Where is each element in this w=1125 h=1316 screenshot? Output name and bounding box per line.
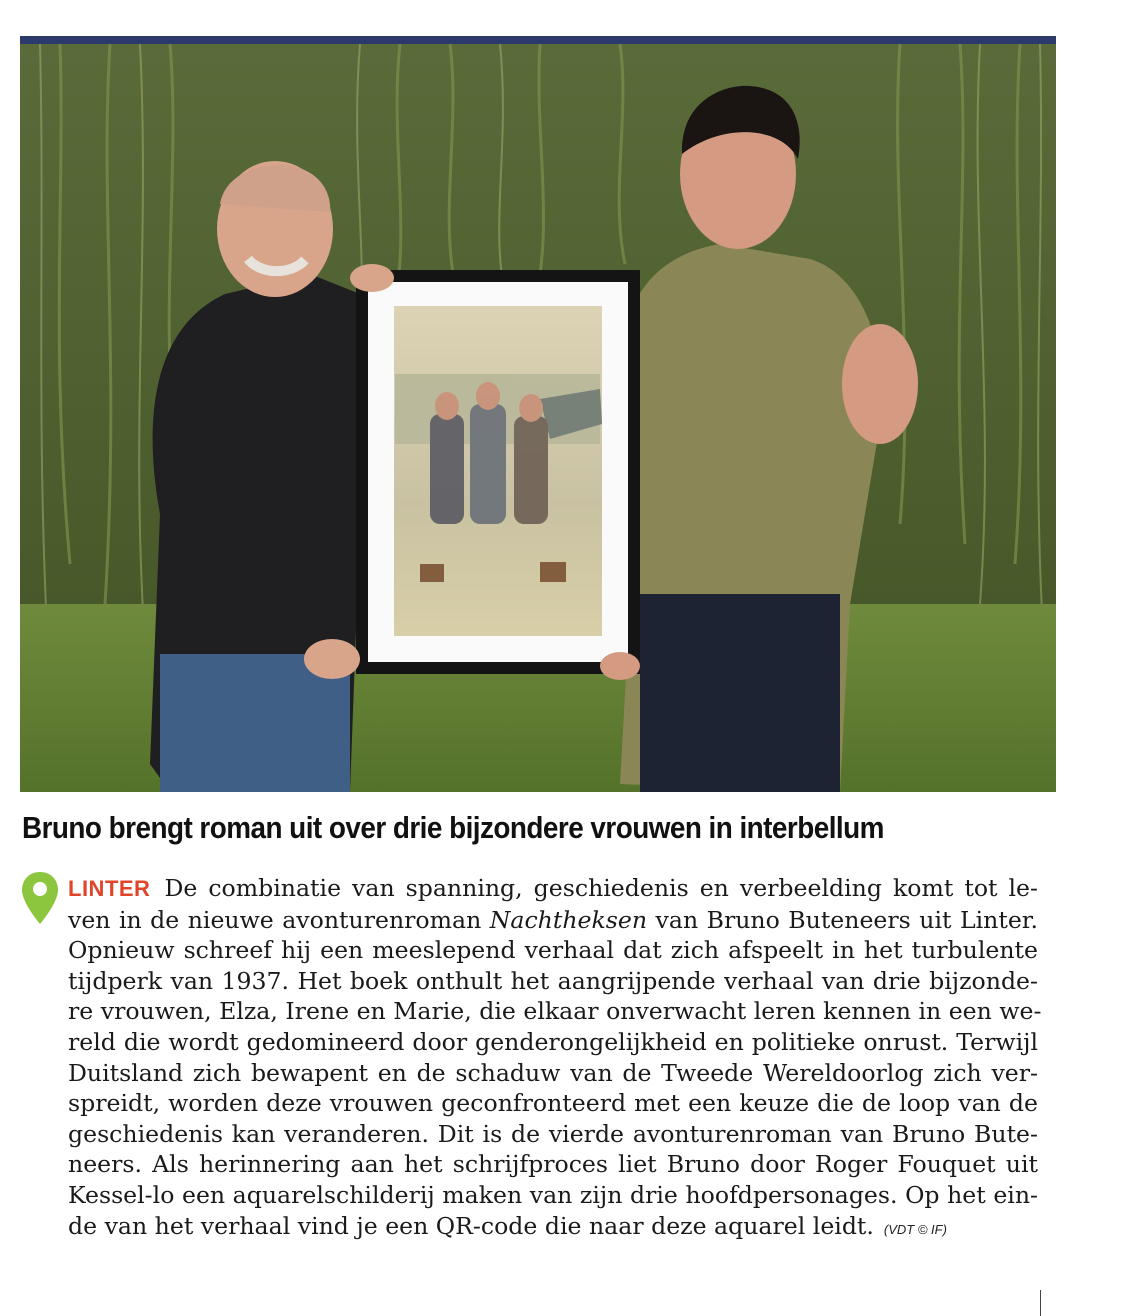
book-title: Nachtheksen xyxy=(489,905,648,934)
body-line-6: reld die wordt gedomineerd door genderongelijkheid en politieke onrust. Terwijl xyxy=(68,1027,1038,1056)
body-line-9: geschiedenis kan veranderen. Dit is de vierde avonturenroman van Bruno Bute- xyxy=(68,1119,1038,1148)
body-line-2b: van Bruno Buteneers uit Linter. xyxy=(647,905,1038,934)
dateline: LINTER xyxy=(68,876,151,901)
body-line-2a: ven in de nieuwe avonturenroman xyxy=(68,905,490,934)
article-body xyxy=(68,873,1042,1245)
article-photo xyxy=(20,44,1056,792)
body-line-1: De combinatie van spanning, geschiedenis en verbeelding komt tot le- xyxy=(164,874,1038,902)
headline: Bruno brengt roman uit over drie bijzondere vrouwen in interbellum xyxy=(22,810,884,845)
body-line-7: Duitsland zich bewapent en de schaduw van de Tweede Wereldoorlog zich ver- xyxy=(68,1058,1038,1087)
top-rule xyxy=(20,36,1056,44)
body-line-12: de van het verhaal vind je een QR-code die naar deze aquarel leidt. xyxy=(68,1211,874,1240)
body-line-3: Opnieuw schreef hij een meeslepend verhaal dat zich afspeelt in het turbulente xyxy=(68,936,1038,965)
body-line-8: spreidt, worden deze vrouwen geconfronteerd met een keuze die de loop van de xyxy=(68,1089,1038,1118)
body-line-4: tijdperk van 1937. Het boek onthult het aangrijpende verhaal van drie bijzonde- xyxy=(68,966,1038,995)
column-rule xyxy=(1040,1290,1041,1316)
location-pin-icon xyxy=(20,870,60,926)
body-line-10: neers. Als herinnering aan het schrijfproces liet Bruno door Roger Fouquet uit xyxy=(68,1150,1038,1179)
photo-credit: (VDT © IF) xyxy=(883,1221,947,1237)
body-line-5: re vrouwen, Elza, Irene en Marie, die elkaar onverwacht leren kennen in een we- xyxy=(68,997,1042,1026)
body-line-11: Kessel-lo een aquarelschilderij maken van zijn drie hoofdpersonages. Op het ein- xyxy=(68,1180,1038,1209)
